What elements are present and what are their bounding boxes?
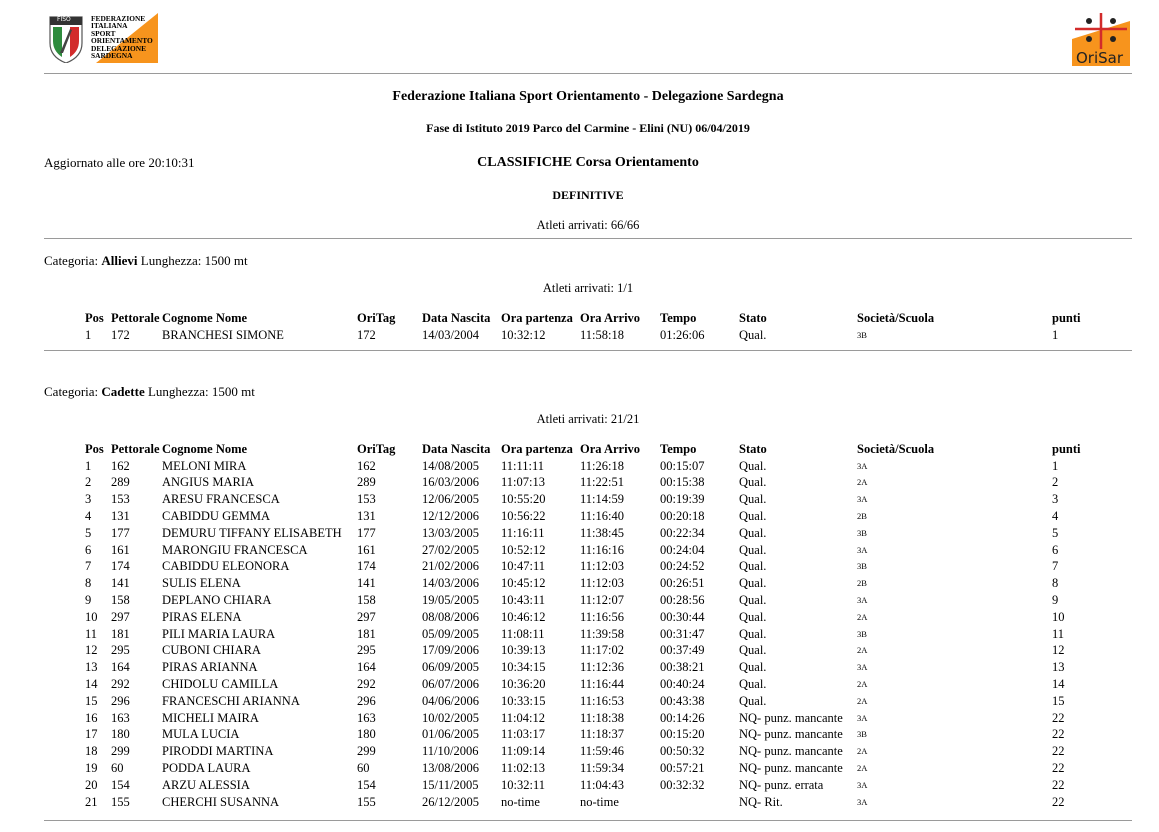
table-cell-points: 14 — [1052, 676, 1065, 691]
table-cell-pettorale: 153 — [111, 492, 130, 507]
table-cell-points: 22 — [1052, 760, 1065, 775]
orisar-logo-text: OriSar — [1076, 49, 1124, 67]
table-cell-oritag: 292 — [357, 676, 376, 691]
table-cell-points: 11 — [1052, 626, 1065, 641]
event-subtitle: Fase di Istituto 2019 Parco del Carmine - Elini (NU) 06/04/2019 — [426, 121, 750, 135]
table-cell-oritag: 155 — [357, 794, 376, 809]
table-cell-school: 3B — [857, 329, 867, 340]
table-cell-points: 10 — [1052, 609, 1065, 624]
table-cell-pos: 14 — [85, 676, 98, 691]
table-cell-birth-date: 13/03/2005 — [422, 525, 479, 540]
column-header-arrival-time: Ora Arrivo — [580, 442, 641, 456]
table-cell-pettorale: 289 — [111, 475, 130, 490]
table-cell-time: 00:38:21 — [660, 660, 705, 675]
table-cell-name: BRANCHESI SIMONE — [162, 327, 284, 342]
table-cell-pos: 9 — [85, 592, 92, 607]
table-cell-arrival-time: 11:12:07 — [580, 592, 624, 607]
table-cell-pos: 16 — [85, 710, 98, 725]
column-header-birth-date: Data Nascita — [422, 311, 491, 325]
table-cell-birth-date: 13/08/2006 — [422, 760, 479, 775]
table-cell-time: 00:37:49 — [660, 643, 705, 658]
table-cell-birth-date: 10/02/2005 — [422, 710, 479, 725]
table-cell-name: ARZU ALESSIA — [162, 777, 250, 792]
category-arrived: Atleti arrivati: 1/1 — [542, 281, 634, 295]
table-cell-points: 13 — [1052, 660, 1065, 675]
table-cell-status: NQ- Rit. — [739, 794, 783, 809]
table-cell-time: 00:32:32 — [660, 777, 705, 792]
table-cell-school: 3B — [857, 561, 867, 572]
table-cell-time: 00:24:52 — [660, 559, 705, 574]
table-cell-oritag: 296 — [357, 693, 376, 708]
table-cell-status: Qual. — [739, 525, 767, 540]
table-cell-arrival-time: 11:22:51 — [580, 475, 624, 490]
table-cell-start-time: 10:45:12 — [501, 576, 546, 591]
table-cell-arrival-time: 11:59:34 — [580, 760, 624, 775]
table-cell-birth-date: 08/08/2006 — [422, 609, 479, 624]
table-cell-status: NQ- punz. mancante — [739, 744, 843, 759]
table-cell-school: 2B — [857, 578, 867, 589]
table-cell-time: 00:15:38 — [660, 475, 705, 490]
table-cell-oritag: 60 — [357, 760, 370, 775]
total-arrived: Atleti arrivati: 66/66 — [536, 218, 640, 232]
table-cell-pettorale: 154 — [111, 777, 130, 792]
table-cell-name: DEPLANO CHIARA — [162, 592, 272, 607]
table-cell-oritag: 161 — [357, 542, 376, 557]
table-cell-time: 01:26:06 — [660, 327, 705, 342]
table-cell-start-time: 11:03:17 — [501, 727, 545, 742]
header-divider — [44, 73, 1132, 74]
table-cell-status: Qual. — [739, 576, 767, 591]
table-cell-birth-date: 06/07/2006 — [422, 676, 479, 691]
category-title — [44, 253, 248, 269]
table-cell-school: 3A — [857, 712, 868, 723]
page-title: Federazione Italiana Sport Orientamento - Delegazione Sardegna — [392, 89, 784, 104]
table-cell-school: 3B — [857, 527, 867, 538]
table-cell-time: 00:24:04 — [660, 542, 705, 557]
table-cell-start-time: 10:34:15 — [501, 660, 546, 675]
table-cell-points: 1 — [1052, 458, 1059, 473]
table-cell-status: Qual. — [739, 643, 767, 658]
table-cell-points: 22 — [1052, 777, 1065, 792]
table-cell-name: PODDA LAURA — [162, 760, 251, 775]
table-cell-time: 00:20:18 — [660, 508, 705, 523]
table-cell-pos: 18 — [85, 744, 98, 759]
table-cell-arrival-time: 11:16:40 — [580, 508, 624, 523]
table-cell-pos: 17 — [85, 727, 98, 742]
table-cell-pos: 6 — [85, 542, 92, 557]
table-cell-oritag: 158 — [357, 592, 376, 607]
table-cell-pettorale: 297 — [111, 609, 130, 624]
table-cell-oritag: 141 — [357, 576, 376, 591]
table-cell-time: 00:19:39 — [660, 492, 705, 507]
table-cell-birth-date: 17/09/2006 — [422, 643, 479, 658]
table-cell-birth-date: 14/03/2004 — [422, 327, 479, 342]
table-cell-school: 2B — [857, 510, 867, 521]
table-cell-points: 12 — [1052, 643, 1065, 658]
table-cell-time: 00:15:07 — [660, 458, 705, 473]
table-cell-pos: 3 — [85, 492, 92, 507]
table-cell-arrival-time: 11:12:03 — [580, 576, 624, 591]
table-cell-name: MICHELI MAIRA — [162, 710, 259, 725]
table-cell-birth-date: 19/05/2005 — [422, 592, 479, 607]
category-label: Categoria: — [44, 253, 99, 268]
table-cell-pettorale: 180 — [111, 727, 130, 742]
table-cell-school: 3A — [857, 544, 868, 555]
table-cell-pettorale: 155 — [111, 794, 130, 809]
table-cell-start-time: 11:09:14 — [501, 744, 545, 759]
table-cell-start-time: 10:39:13 — [501, 643, 546, 658]
table-cell-pettorale: 131 — [111, 508, 130, 523]
column-header-start-time: Ora partenza — [501, 311, 573, 325]
fiso-logo-line: SPORT — [91, 28, 116, 38]
table-cell-oritag: 163 — [357, 710, 376, 725]
table-cell-name: PILI MARIA LAURA — [162, 626, 276, 641]
table-cell-name: MULA LUCIA — [162, 727, 240, 742]
table-cell-birth-date: 26/12/2005 — [422, 794, 479, 809]
table-cell-time: 00:22:34 — [660, 525, 705, 540]
table-cell-status: NQ- punz. mancante — [739, 710, 843, 725]
table-cell-arrival-time: 11:12:36 — [580, 660, 624, 675]
table-cell-school: 2A — [857, 762, 868, 773]
table-cell-points: 3 — [1052, 492, 1059, 507]
table-cell-name: CHERCHI SUSANNA — [162, 794, 280, 809]
section-divider — [44, 820, 1132, 821]
table-cell-points: 8 — [1052, 576, 1059, 591]
column-header-start-time: Ora partenza — [501, 442, 573, 456]
category-title — [44, 384, 255, 400]
table-cell-arrival-time: 11:16:53 — [580, 693, 624, 708]
table-cell-start-time: 11:04:12 — [501, 710, 545, 725]
table-cell-status: Qual. — [739, 542, 767, 557]
table-cell-pettorale: 181 — [111, 626, 130, 641]
fiso-logo-line: ITALIANA — [91, 21, 128, 31]
table-cell-start-time: 10:56:22 — [501, 508, 546, 523]
fiso-logo — [44, 13, 158, 63]
table-cell-status: Qual. — [739, 609, 767, 624]
table-cell-arrival-time: 11:16:16 — [580, 542, 624, 557]
table-cell-status: Qual. — [739, 492, 767, 507]
table-cell-name: MELONI MIRA — [162, 458, 247, 473]
table-cell-name: DEMURU TIFFANY ELISABETH — [162, 525, 342, 540]
table-cell-points: 2 — [1052, 475, 1059, 490]
fiso-logo-line: ORIENTAMENTO — [91, 36, 153, 46]
table-cell-school: 2A — [857, 746, 868, 757]
table-cell-start-time: 10:32:11 — [501, 777, 545, 792]
fiso-logo-line: FEDERAZIONE — [91, 14, 146, 23]
table-cell-name: ARESU FRANCESCA — [162, 492, 280, 507]
table-cell-points: 22 — [1052, 794, 1065, 809]
table-cell-points: 7 — [1052, 559, 1059, 574]
table-cell-oritag: 153 — [357, 492, 376, 507]
table-cell-time: 00:31:47 — [660, 626, 705, 641]
table-cell-pettorale: 164 — [111, 660, 130, 675]
table-cell-pettorale: 60 — [111, 760, 124, 775]
table-cell-birth-date: 12/12/2006 — [422, 508, 479, 523]
table-cell-oritag: 297 — [357, 609, 376, 624]
section-divider — [44, 350, 1132, 351]
table-cell-arrival-time: 11:16:44 — [580, 676, 624, 691]
table-cell-birth-date: 14/03/2006 — [422, 576, 479, 591]
table-cell-points: 1 — [1052, 327, 1059, 342]
column-header-oritag: OriTag — [357, 311, 396, 325]
table-cell-arrival-time: 11:18:37 — [580, 727, 624, 742]
column-header-time: Tempo — [660, 311, 697, 325]
table-cell-status: NQ- punz. errata — [739, 777, 824, 792]
table-cell-oritag: 154 — [357, 777, 376, 792]
table-cell-points: 4 — [1052, 508, 1059, 523]
column-header-name: Cognome Nome — [162, 311, 248, 325]
table-cell-start-time: 10:46:12 — [501, 609, 546, 624]
category-length: Lunghezza: 1500 mt — [140, 253, 248, 268]
table-cell-oritag: 299 — [357, 744, 376, 759]
table-cell-birth-date: 16/03/2006 — [422, 475, 479, 490]
table-cell-birth-date: 06/09/2005 — [422, 660, 479, 675]
column-header-arrival-time: Ora Arrivo — [580, 311, 641, 325]
table-cell-school: 3A — [857, 662, 868, 673]
category-label: Categoria: — [44, 384, 99, 399]
table-cell-pos: 11 — [85, 626, 98, 641]
column-header-pos: Pos — [85, 311, 104, 325]
category-length: Lunghezza: 1500 mt — [147, 384, 255, 399]
table-cell-arrival-time: 11:18:38 — [580, 710, 624, 725]
table-cell-school: 3A — [857, 460, 868, 471]
table-cell-pos: 20 — [85, 777, 98, 792]
table-cell-school: 3B — [857, 628, 867, 639]
results-status: DEFINITIVE — [552, 188, 624, 202]
table-cell-start-time: 10:55:20 — [501, 492, 546, 507]
table-cell-school: 3B — [857, 729, 867, 740]
table-cell-school: 3A — [857, 594, 868, 605]
table-cell-pos: 21 — [85, 794, 98, 809]
table-cell-start-time: 10:47:11 — [501, 559, 545, 574]
column-header-status: Stato — [739, 442, 767, 456]
table-cell-pettorale: 161 — [111, 542, 130, 557]
table-cell-time: 00:50:32 — [660, 744, 705, 759]
table-cell-points: 22 — [1052, 744, 1065, 759]
table-cell-pos: 15 — [85, 693, 98, 708]
table-cell-school: 3A — [857, 796, 868, 807]
table-cell-name: CUBONI CHIARA — [162, 643, 261, 658]
table-cell-pettorale: 296 — [111, 693, 130, 708]
table-cell-points: 22 — [1052, 710, 1065, 725]
table-cell-pos: 2 — [85, 475, 92, 490]
table-cell-status: Qual. — [739, 327, 767, 342]
column-header-birth-date: Data Nascita — [422, 442, 491, 456]
table-cell-oritag: 289 — [357, 475, 376, 490]
table-cell-pettorale: 158 — [111, 592, 130, 607]
table-cell-time: 00:57:21 — [660, 760, 705, 775]
column-header-school: Società/Scuola — [857, 311, 935, 325]
table-cell-school: 2A — [857, 678, 868, 689]
table-cell-pettorale: 141 — [111, 576, 130, 591]
table-cell-pos: 10 — [85, 609, 98, 624]
table-cell-start-time: 11:08:11 — [501, 626, 545, 641]
table-cell-school: 2A — [857, 645, 868, 656]
table-cell-pettorale: 292 — [111, 676, 130, 691]
table-cell-points: 15 — [1052, 693, 1065, 708]
table-cell-status: Qual. — [739, 508, 767, 523]
updated-time: Aggiornato alle ore 20:10:31 — [44, 155, 195, 170]
table-cell-oritag: 180 — [357, 727, 376, 742]
table-cell-name: ANGIUS MARIA — [162, 475, 255, 490]
table-cell-status: Qual. — [739, 693, 767, 708]
table-cell-birth-date: 12/06/2005 — [422, 492, 479, 507]
table-cell-birth-date: 15/11/2005 — [422, 777, 479, 792]
column-header-pettorale: Pettorale — [111, 442, 160, 456]
table-cell-status: Qual. — [739, 660, 767, 675]
table-cell-status: Qual. — [739, 626, 767, 641]
table-cell-arrival-time: 11:12:03 — [580, 559, 624, 574]
table-cell-start-time: 11:02:13 — [501, 760, 545, 775]
table-cell-status: NQ- punz. mancante — [739, 760, 843, 775]
table-cell-pos: 1 — [85, 458, 92, 473]
table-cell-points: 22 — [1052, 727, 1065, 742]
fiso-logo-line: DELEGAZIONE — [91, 43, 147, 53]
table-cell-oritag: 177 — [357, 525, 376, 540]
table-cell-start-time: 10:32:12 — [501, 327, 546, 342]
table-cell-pettorale: 295 — [111, 643, 130, 658]
table-cell-points: 9 — [1052, 592, 1059, 607]
table-cell-pos: 1 — [85, 327, 92, 342]
table-cell-name: FRANCESCHI ARIANNA — [162, 693, 300, 708]
table-cell-oritag: 162 — [357, 458, 376, 473]
table-cell-school: 3A — [857, 779, 868, 790]
table-cell-arrival-time: 11:04:43 — [580, 777, 624, 792]
table-cell-birth-date: 21/02/2006 — [422, 559, 479, 574]
column-header-status: Stato — [739, 311, 767, 325]
table-cell-status: Qual. — [739, 458, 767, 473]
table-cell-start-time: 11:16:11 — [501, 525, 545, 540]
table-cell-time: 00:28:56 — [660, 592, 705, 607]
table-cell-time: 00:30:44 — [660, 609, 705, 624]
table-cell-oritag: 295 — [357, 643, 376, 658]
column-header-points: punti — [1052, 311, 1081, 325]
table-cell-birth-date: 27/02/2005 — [422, 542, 479, 557]
table-cell-start-time: 10:36:20 — [501, 676, 546, 691]
table-cell-oritag: 174 — [357, 559, 376, 574]
table-cell-name: CABIDDU GEMMA — [162, 508, 270, 523]
table-cell-school: 2A — [857, 611, 868, 622]
table-cell-pettorale: 162 — [111, 458, 130, 473]
table-cell-time: 00:14:26 — [660, 710, 705, 725]
table-cell-arrival-time: 11:38:45 — [580, 525, 624, 540]
column-header-pettorale: Pettorale — [111, 311, 160, 325]
table-cell-arrival-time: 11:14:59 — [580, 492, 624, 507]
table-cell-oritag: 164 — [357, 660, 376, 675]
table-cell-status: Qual. — [739, 592, 767, 607]
table-cell-school: 2A — [857, 695, 868, 706]
category-name: Cadette — [101, 384, 145, 399]
column-header-oritag: OriTag — [357, 442, 396, 456]
table-cell-pettorale: 177 — [111, 525, 130, 540]
table-cell-birth-date: 01/06/2005 — [422, 727, 479, 742]
table-cell-pos: 4 — [85, 508, 92, 523]
table-cell-pettorale: 174 — [111, 559, 130, 574]
table-cell-pos: 19 — [85, 760, 98, 775]
fiso-badge: FISO — [57, 16, 71, 23]
table-cell-pettorale: 299 — [111, 744, 130, 759]
table-cell-start-time: 11:11:11 — [501, 458, 545, 473]
table-cell-arrival-time: no-time — [580, 794, 619, 809]
table-cell-pos: 12 — [85, 643, 98, 658]
table-cell-start-time: no-time — [501, 794, 540, 809]
table-cell-status: Qual. — [739, 676, 767, 691]
category-arrived: Atleti arrivati: 21/21 — [536, 412, 640, 426]
table-cell-school: 2A — [857, 477, 868, 488]
table-cell-arrival-time: 11:39:58 — [580, 626, 624, 641]
table-cell-start-time: 10:43:11 — [501, 592, 545, 607]
table-cell-points: 5 — [1052, 525, 1059, 540]
table-cell-birth-date: 04/06/2006 — [422, 693, 479, 708]
table-cell-birth-date: 11/10/2006 — [422, 744, 479, 759]
table-cell-pettorale: 163 — [111, 710, 130, 725]
table-cell-points: 6 — [1052, 542, 1059, 557]
classifiche-title: CLASSIFICHE Corsa Orientamento — [477, 155, 699, 170]
table-cell-name: PIRODDI MARTINA — [162, 744, 274, 759]
table-cell-time: 00:26:51 — [660, 576, 705, 591]
column-header-school: Società/Scuola — [857, 442, 935, 456]
table-cell-pettorale: 172 — [111, 327, 130, 342]
table-cell-oritag: 172 — [357, 327, 376, 342]
table-cell-status: Qual. — [739, 475, 767, 490]
table-cell-time: 00:40:24 — [660, 676, 705, 691]
orisar-logo — [1072, 11, 1130, 66]
table-cell-start-time: 10:33:15 — [501, 693, 546, 708]
section-divider — [44, 238, 1132, 239]
table-cell-name: PIRAS ELENA — [162, 609, 242, 624]
table-cell-time: 00:43:38 — [660, 693, 705, 708]
fiso-logo-line: SARDEGNA — [91, 51, 133, 61]
table-cell-arrival-time: 11:58:18 — [580, 327, 624, 342]
table-cell-pos: 7 — [85, 559, 92, 574]
table-cell-arrival-time: 11:59:46 — [580, 744, 624, 759]
table-cell-start-time: 11:07:13 — [501, 475, 545, 490]
table-cell-name: SULIS ELENA — [162, 576, 241, 591]
table-cell-oritag: 131 — [357, 508, 376, 523]
table-cell-arrival-time: 11:26:18 — [580, 458, 624, 473]
table-cell-start-time: 10:52:12 — [501, 542, 546, 557]
table-cell-arrival-time: 11:16:56 — [580, 609, 624, 624]
table-cell-birth-date: 05/09/2005 — [422, 626, 479, 641]
table-cell-pos: 13 — [85, 660, 98, 675]
table-cell-name: PIRAS ARIANNA — [162, 660, 258, 675]
column-header-time: Tempo — [660, 442, 697, 456]
column-header-name: Cognome Nome — [162, 442, 248, 456]
table-cell-school: 3A — [857, 494, 868, 505]
table-cell-oritag: 181 — [357, 626, 376, 641]
table-cell-name: CHIDOLU CAMILLA — [162, 676, 279, 691]
category-name: Allievi — [101, 253, 138, 268]
table-cell-arrival-time: 11:17:02 — [580, 643, 624, 658]
table-cell-name: MARONGIU FRANCESCA — [162, 542, 308, 557]
table-cell-status: NQ- punz. mancante — [739, 727, 843, 742]
table-cell-name: CABIDDU ELEONORA — [162, 559, 290, 574]
table-cell-pos: 8 — [85, 576, 92, 591]
table-cell-status: Qual. — [739, 559, 767, 574]
table-cell-pos: 5 — [85, 525, 92, 540]
fiso-logo-text — [91, 15, 153, 59]
table-cell-birth-date: 14/08/2005 — [422, 458, 479, 473]
table-cell-time: 00:15:20 — [660, 727, 705, 742]
column-header-pos: Pos — [85, 442, 104, 456]
column-header-points: punti — [1052, 442, 1081, 456]
